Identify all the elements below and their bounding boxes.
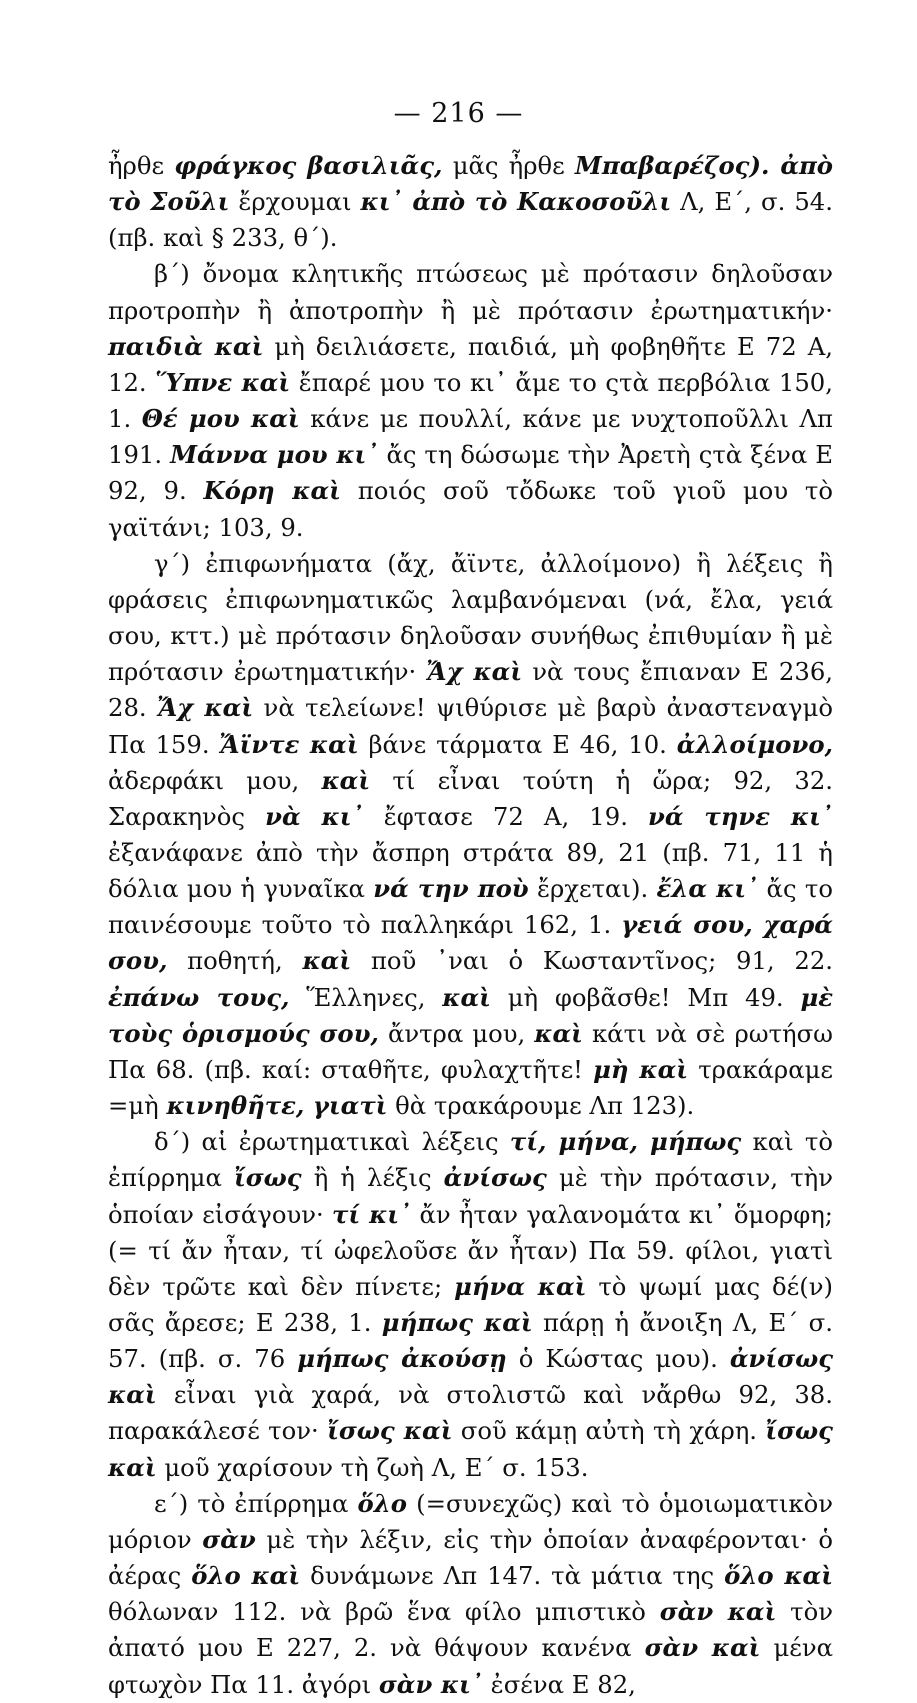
text-run: μοῦ χαρίσουν τὴ ζωὴ Λ, Ε΄ σ. 153. (156, 1452, 589, 1482)
text-run: Ἕλληνες, (289, 982, 443, 1012)
emphasis-run: ὅλο καὶ (191, 1561, 301, 1591)
page-number: — 216 — (393, 98, 524, 129)
text-run: μὲ τὴν λέξιν, εἰς τὴν ὁποίαν ἀναφέρονται· ὁ ἀέρας (108, 1524, 833, 1591)
text-run: τί εἶναι τούτη ἡ ὥρα; 92, 32. Σαρακηνὸς (108, 765, 833, 831)
text-run: ἔρχουμαι (229, 187, 361, 217)
emphasis-run: φράγκος βασιλιᾶς, (174, 151, 443, 180)
emphasis-run: σὰν καὶ (659, 1597, 777, 1627)
body-text (108, 148, 833, 1703)
emphasis-run: τί κι᾽ (331, 1199, 412, 1229)
emphasis-run: τί, μήνα, μήπως (509, 1127, 742, 1157)
text-run: νὰ τους ἔπιαναν Ε 236, 28. (108, 657, 833, 723)
emphasis-run: ὅλο καὶ (724, 1561, 833, 1591)
text-run: ἀδερφάκι μου, (108, 765, 322, 795)
emphasis-run: νὰ κι᾽ (265, 801, 364, 831)
emphasis-run: νά τηνε κι᾽ (648, 801, 833, 831)
text-run: τρακάραμε =μὴ (108, 1054, 833, 1121)
text-run: μὲ τὴν πρότασιν, τὴν ὁποίαν εἰσάγουν· (108, 1163, 833, 1229)
emphasis-run: Μπαβαρέζος). ἀπὸ τὸ Σοῦλι (108, 151, 834, 217)
text-run: σοῦ κάμῃ αὐτὴ τὴ χάρη. (452, 1416, 766, 1446)
emphasis-run: ἀλλοίμονο, (676, 729, 833, 759)
paragraph-gamma (108, 546, 833, 1125)
emphasis-run: κι᾽ ἀπὸ τὸ Κακοσοῦλι (360, 187, 672, 217)
emphasis-run: μὲ τοὺς ὁρισμούς σου, (108, 982, 833, 1048)
emphasis-run: καὶ (442, 982, 491, 1012)
text-run: κάτι νὰ σὲ ρωτήσω Πα 68. (πβ. καί: σταθῆτε, φυλαχτῆτε! (108, 1018, 833, 1084)
paragraph-beta (108, 256, 833, 545)
emphasis-run: Ὕπνε καὶ (155, 367, 291, 397)
emphasis-run: νά την ποὺ (373, 874, 529, 904)
text-run: ἔφτασε 72 Α, 19. (363, 801, 649, 831)
text-run: κάνε με πουλλί, κάνε με νυχτοποῦλλι Λπ 191. (108, 404, 834, 470)
emphasis-run: Μάννα μου κι᾽ (170, 440, 379, 470)
text-run: (=συνεχῶς) καὶ τὸ ὁμοιωματικὸν μόριον (108, 1488, 833, 1554)
text-run: Λ, Ε΄, σ. 54. (πβ. καὶ § 233, θ΄). (108, 187, 833, 253)
text-run: τὸν ἀπατό μου Ε 227, 2. νὰ θάψουν κανένα (108, 1597, 833, 1663)
emphasis-run: Ἄϊντε καὶ (219, 729, 359, 759)
text-run: δυνάμωνε Λπ 147. τὰ μάτια της (300, 1561, 725, 1591)
paragraph-delta (108, 1124, 833, 1486)
emphasis-run: καὶ (534, 1018, 583, 1048)
emphasis-run: ὅλο (357, 1488, 407, 1518)
emphasis-run: ἐπάνω τους, (108, 982, 290, 1012)
text-run: ποιός σοῦ τὄδωκε τοῦ γιοῦ μου τὸ γαϊτάνι; 103, 9. (108, 476, 833, 542)
text-run: ἐξανάφανε ἀπὸ τὴν ἄσπρη στράτα 89, 21 (πβ. 71, 11 ἡ δόλια μου ἡ γυναῖκα (108, 837, 833, 904)
emphasis-run: μήπως ἀκούσῃ (297, 1344, 507, 1374)
text-run: ἐσένα Ε 82, (482, 1669, 636, 1699)
text-run: νὰ τελείωνε! ψιθύρισε μὲ βαρὺ ἀναστεναγμὸ Πα 159. (108, 693, 833, 759)
emphasis-run: παιδιὰ καὶ (108, 331, 264, 361)
emphasis-run: Κόρη καὶ (203, 476, 341, 506)
emphasis-run: σὰν κι᾽ (378, 1669, 483, 1699)
text-run: καὶ τὸ ἐπίρρημα (108, 1127, 834, 1193)
text-run: ἄς το παινέσουμε τοῦτο τὸ παλληκάρι 162, 1. (108, 874, 833, 940)
text-run: θὰ τρακάρουμε Λπ 123). (387, 1091, 695, 1121)
emphasis-run: μήπως καὶ (381, 1308, 533, 1337)
paragraph-epsilon (108, 1486, 833, 1703)
text-run: γ΄) ἐπιφωνήματα (ἄχ, ἄϊντε, ἀλλοίμονο) ἢ λέξεις ἢ φράσεις ἐπιφωνηματικῶς λαμβανόμεναι (νά, ἔλα, γειά σου, κττ.) μὲ πρότασιν δηλοῦσαν συνήθως ἐπιθυμίαν ἢ μὲ πρότασιν ἐρωτηματικήν· (108, 548, 833, 687)
emphasis-run: μήνα καὶ (454, 1271, 587, 1301)
emphasis-run: μὴ καὶ (593, 1054, 689, 1084)
emphasis-run: καὶ (321, 765, 371, 795)
emphasis-run: σὰν (202, 1524, 256, 1554)
text-run: δ΄) αἱ ἐρωτηματικαὶ λέξεις (154, 1127, 510, 1157)
text-run: μὴ φοβᾶσθε! Μπ 49. (490, 982, 801, 1012)
text-run: τὸ ψωμί μας δέ(ν) σᾶς ἄρεσε; Ε 238, 1. (108, 1271, 833, 1337)
text-run: ἄντρα μου, (378, 1018, 535, 1048)
emphasis-run: σὰν καὶ (644, 1633, 761, 1663)
text-run: εἶναι γιὰ χαρά, νὰ στολιστῶ καὶ νἄρθω 92, 38. παρακάλεσέ τον· (108, 1380, 833, 1446)
text-run: ἢ ἡ λέξις (301, 1163, 444, 1193)
emphasis-run: ἔλα κι᾽ (656, 874, 759, 904)
emphasis-run: Θέ μου καὶ (141, 404, 300, 434)
emphasis-run: ἀνίσως καὶ (108, 1344, 834, 1410)
text-run: ε΄) τὸ ἐπίρρημα (154, 1488, 358, 1518)
paragraph-continuation (108, 148, 833, 256)
emphasis-run: κινηθῆτε, γιατὶ (166, 1091, 388, 1121)
text-run: ἄν ἦταν γαλανομάτα κι᾽ ὅμορφη; (= τί ἄν ἦταν, τί ὠφελοῦσε ἄν ἦταν) Πα 59. φίλοι, γιατὶ δὲν τρῶτε καὶ δὲν πίνετε; (108, 1199, 833, 1301)
text-run: ἔρχεται). (528, 874, 657, 904)
text-run: β΄) ὄνομα κλητικῆς πτώσεως μὲ πρότασιν δηλοῦσαν προτροπὴν ἢ ἀποτροπὴν ἢ μὲ πρότασιν ἐρωτηματικήν· (108, 259, 833, 325)
text-run: πάρῃ ἡ ἄνοιξη Λ, Ε΄ σ. 57. (πβ. σ. 76 (108, 1308, 833, 1374)
text-run: ὁ Κώστας μου). (506, 1344, 730, 1374)
text-run: μὴ δειλιάσετε, παιδιά, μὴ φοβηθῆτε Ε 72 Α, 12. (108, 331, 833, 397)
text-run: μένα φτωχὸν Πα 11. ἀγόρι (108, 1633, 834, 1699)
emphasis-run: ἀνίσως (443, 1163, 547, 1193)
text-run: ἄς τη δώσωμε τὴν Ἀρετὴ ςτὰ ξένα Ε 92, 9. (108, 440, 833, 506)
emphasis-run: ἴσως καὶ (108, 1416, 833, 1482)
text-run: ποθητή, (167, 946, 303, 976)
emphasis-run: καὶ (302, 946, 352, 976)
emphasis-run: Ἄχ καὶ (426, 657, 523, 687)
emphasis-run: ἴσως καὶ (327, 1416, 453, 1446)
text-run: ποῦ ᾽ναι ὁ Κωσταντῖνος; 91, 22. (351, 946, 834, 976)
text-run: ἔπαρέ μου το κι᾽ ἄμε το ςτὰ περβόλια 150, 1. (108, 367, 833, 434)
text-run: μᾶς ἦρθε (442, 151, 575, 180)
emphasis-run: γειά σου, χαρά σου, (108, 910, 834, 976)
text-run: θόλωναν 112. νὰ βρῶ ἕνα φίλο μπιστικὸ (108, 1597, 660, 1627)
emphasis-run: ἴσως (233, 1163, 302, 1193)
text-run: βάνε τάρματα Ε 46, 10. (358, 729, 677, 759)
emphasis-run: Ἄχ καὶ (157, 693, 254, 723)
text-run: ἦρθε (108, 151, 175, 180)
